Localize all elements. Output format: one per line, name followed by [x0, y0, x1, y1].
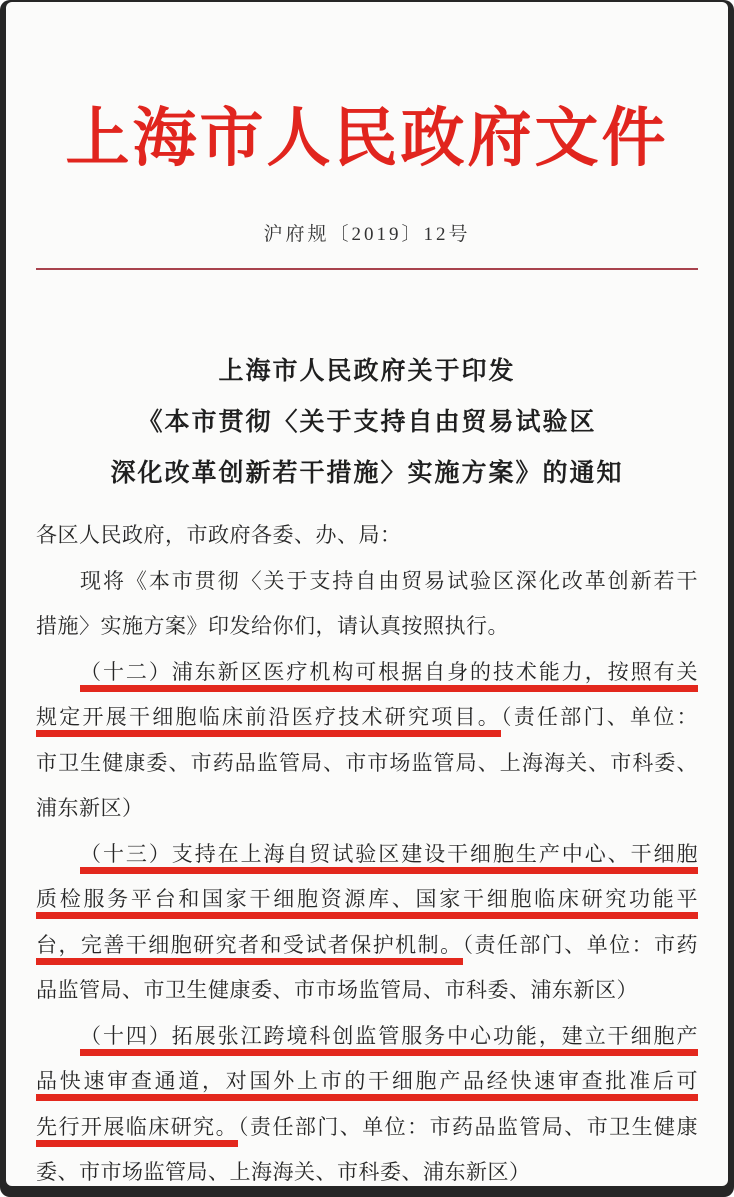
document-sheet [6, 2, 728, 1186]
text-segment: （责任部门、单位：市药 [462, 932, 698, 957]
underlined-text-segment: （十四）拓展张江跨境科创监管服务中心功能，建立干细胞产 [80, 1024, 698, 1056]
underlined-text-segment: 规定开展干细胞临床前沿医疗技术研究项目。 [36, 705, 501, 737]
text-segment: 委、市市场监管局、上海海关、市科委、浦东新区） [36, 1160, 531, 1184]
document-header-title: 上海市人民政府文件 [65, 103, 669, 174]
text-segment: 市卫生健康委、市药品监管局、市市场监管局、上海海关、市科委、 [36, 750, 698, 775]
body-line [36, 1105, 698, 1151]
body-line [36, 559, 698, 605]
body-line [36, 650, 698, 696]
text-segment: （责任部门、单位：市药品监管局、市卫生健康 [238, 1114, 699, 1139]
text-segment: 品监管局、市卫生健康委、市市场监管局、市科委、浦东新区） [36, 978, 638, 1002]
document-body [36, 513, 698, 1186]
text-segment: 措施〉实施方案》印发给你们，请认真按照执行。 [36, 614, 509, 638]
body-line [36, 513, 698, 559]
underlined-text-segment: 台，完善干细胞研究者和受试者保护机制。 [36, 933, 463, 965]
underlined-text-segment: 品快速审查通道，对国外上市的干细胞产品经快速审查批准后可 [36, 1069, 698, 1101]
text-segment: 各区人民政府，市政府各委、办、局： [36, 523, 402, 547]
body-line [36, 1014, 698, 1060]
text-segment: 浦东新区） [36, 796, 144, 820]
header-divider-line [36, 268, 698, 270]
body-line [36, 786, 698, 832]
body-line [36, 604, 698, 650]
body-line [36, 1150, 698, 1186]
underlined-text-segment: （十二）浦东新区医疗机构可根据自身的技术能力，按照有关 [80, 660, 698, 692]
body-line [36, 741, 698, 787]
body-line [36, 1059, 698, 1105]
text-segment: 现将《本市贯彻〈关于支持自由贸易试验区深化改革创新若干 [80, 568, 698, 593]
body-line [36, 695, 698, 741]
underlined-text-segment: （十三）支持在上海自贸试验区建设干细胞生产中心、干细胞 [80, 842, 698, 874]
title-line: 上海市人民政府关于印发 [218, 358, 516, 385]
title-line: 深化改革创新若干措施〉实施方案》的通知 [110, 460, 624, 487]
body-line [36, 968, 698, 1014]
underlined-text-segment: 先行开展临床研究。 [36, 1115, 238, 1147]
document-title [36, 346, 698, 499]
body-line [36, 923, 698, 969]
document-number: 沪府规〔2019〕12号 [263, 224, 471, 245]
text-segment: （责任部门、单位： [501, 705, 698, 729]
body-line [36, 877, 698, 923]
title-line: 《本市贯彻〈关于支持自由贸易试验区 [137, 409, 597, 436]
body-line [36, 832, 698, 878]
underlined-text-segment: 质检服务平台和国家干细胞资源库、国家干细胞临床研究功能平 [36, 887, 698, 919]
